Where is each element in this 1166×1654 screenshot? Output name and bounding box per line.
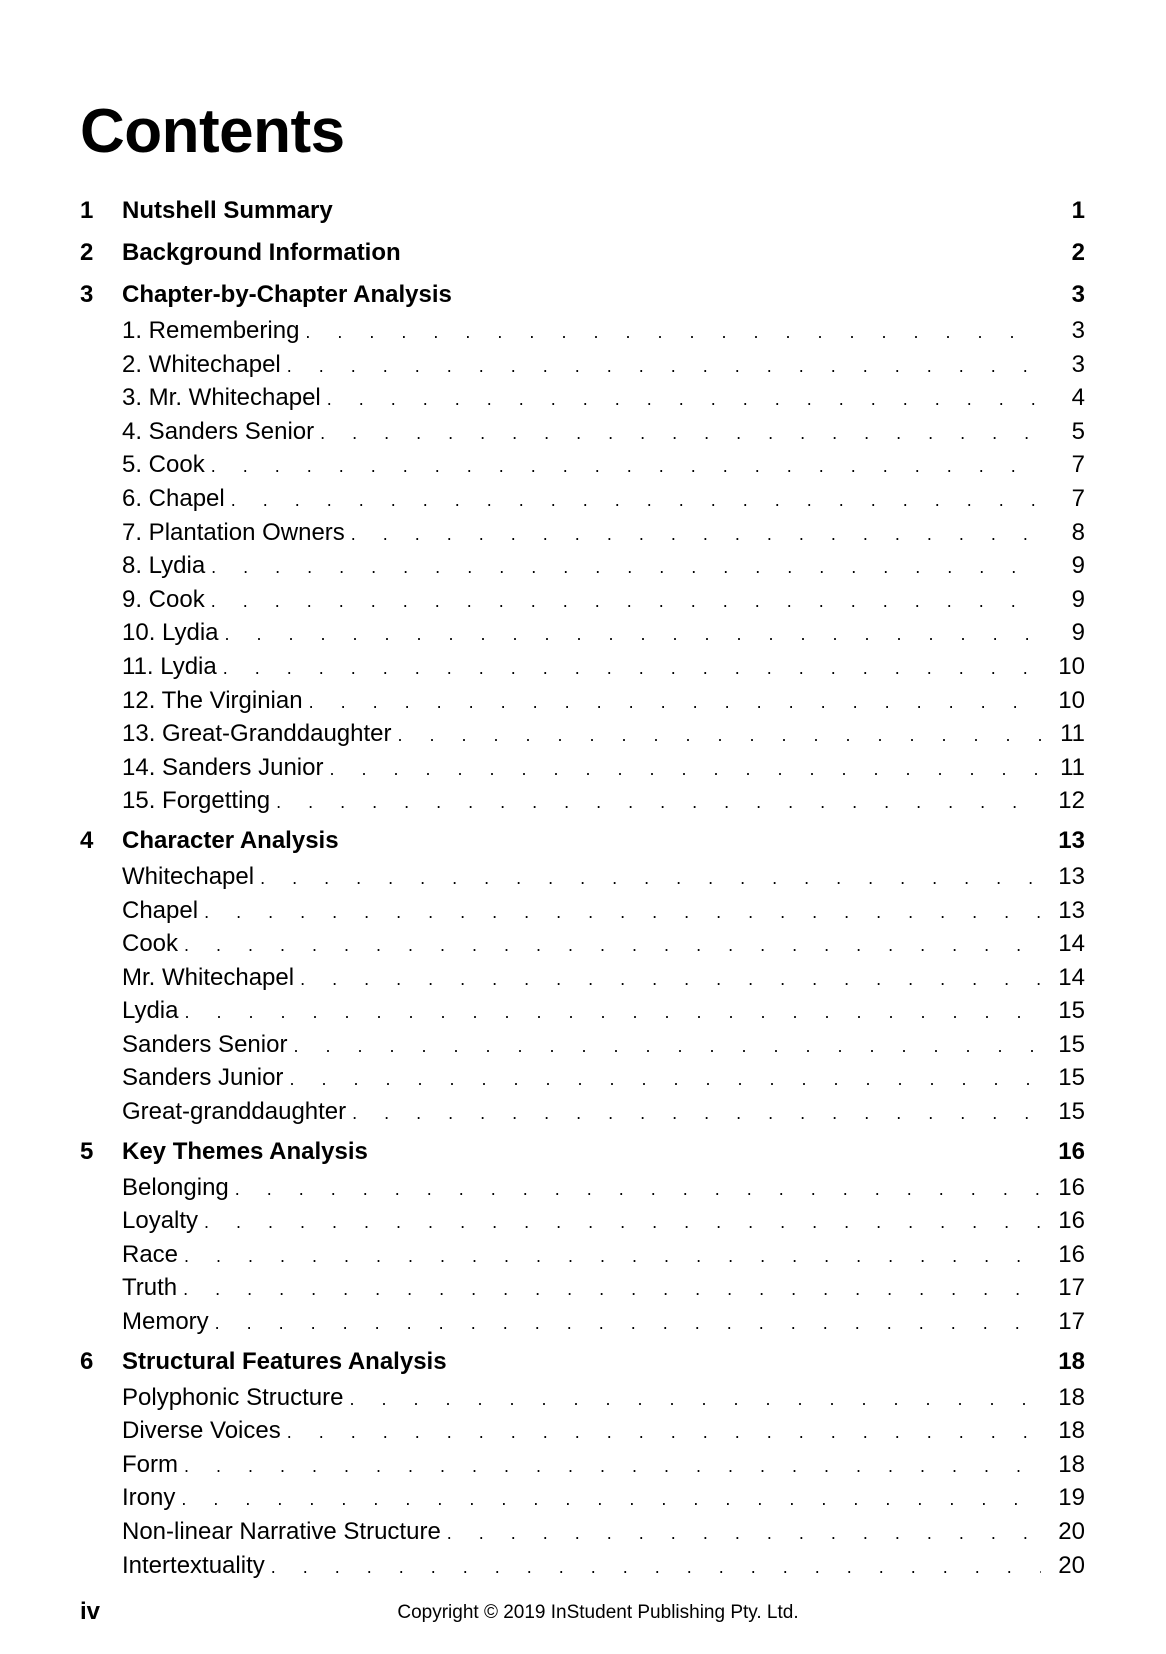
toc-entry-label: 9. Cook <box>122 585 205 613</box>
toc-entry-page-number: 11 <box>1060 753 1085 781</box>
section-number: 6 <box>80 1347 94 1375</box>
section-title: Structural Features Analysis <box>122 1347 447 1375</box>
dot-leader <box>289 1063 1041 1097</box>
toc-entry-label: 6. Chapel <box>122 484 225 512</box>
toc-entry[interactable] <box>122 381 1085 415</box>
toc-entry[interactable] <box>122 583 1085 617</box>
page-title: Contents <box>80 97 345 166</box>
toc-entry-page-number: 19 <box>1058 1484 1085 1512</box>
toc-entry-page-number: 18 <box>1058 1450 1085 1478</box>
toc-entry[interactable] <box>122 1448 1085 1482</box>
toc-section <box>80 234 1085 272</box>
dot-leader <box>211 585 1041 619</box>
dot-leader <box>305 316 1041 350</box>
toc-entry[interactable] <box>122 549 1085 583</box>
dot-leader <box>223 652 1041 686</box>
dot-leader <box>184 929 1041 963</box>
toc-entry-list <box>80 860 1085 1129</box>
toc-entry-page-number: 12 <box>1058 787 1085 815</box>
dot-leader <box>184 1450 1041 1484</box>
toc-entry-label: 2. Whitechapel <box>122 350 281 378</box>
toc-entry-page-number: 17 <box>1058 1274 1085 1302</box>
footer-copyright: Copyright © 2019 InStudent Publishing Pty. Ltd. <box>397 1602 799 1623</box>
toc-entry-label: Sanders Senior <box>122 1030 288 1058</box>
section-number: 1 <box>80 197 94 224</box>
section-title: Background Information <box>122 239 401 266</box>
toc-entry-label: Non-linear Narrative Structure <box>122 1518 441 1545</box>
toc-entry[interactable] <box>122 1171 1085 1205</box>
dot-leader <box>447 1517 1041 1551</box>
toc-entry-label: 5. Cook <box>122 451 205 479</box>
toc-entry-page-number: 15 <box>1058 1098 1085 1126</box>
toc-entry-label: Lydia <box>122 997 179 1025</box>
toc-entry-page-number: 15 <box>1058 997 1085 1025</box>
toc-entry[interactable] <box>122 1061 1085 1095</box>
toc-entry-label: 15. Forgetting <box>122 787 271 815</box>
toc-entry[interactable] <box>122 894 1085 928</box>
toc-entry-label: 13. Great-Granddaughter <box>122 720 392 748</box>
section-page-number: 18 <box>1058 1347 1085 1375</box>
dot-leader <box>352 1097 1041 1131</box>
dot-leader <box>204 1206 1041 1240</box>
dot-leader <box>183 1273 1041 1307</box>
toc-section-heading[interactable] <box>80 192 1085 230</box>
toc-entry[interactable] <box>122 994 1085 1028</box>
dot-leader <box>184 1240 1041 1274</box>
toc-entry-label: Cook <box>122 930 179 958</box>
toc-entry-label: Whitechapel <box>122 862 255 890</box>
toc-entry-label: Great-granddaughter <box>122 1098 347 1126</box>
toc-entry-page-number: 13 <box>1058 862 1085 890</box>
toc-entry-label: 1. Remembering <box>122 317 300 344</box>
toc-entry-label: 14. Sanders Junior <box>122 753 324 781</box>
toc-entry-label: Sanders Junior <box>122 1064 284 1092</box>
toc-entry[interactable] <box>122 717 1085 751</box>
toc-entry-page-number: 10 <box>1058 686 1085 714</box>
section-page-number: 16 <box>1058 1137 1085 1165</box>
section-page-number: 1 <box>1071 197 1085 224</box>
toc-entry-label: Polyphonic Structure <box>122 1383 344 1411</box>
toc-entry-label: Mr. Whitechapel <box>122 963 295 991</box>
toc-entry-page-number: 16 <box>1058 1207 1085 1235</box>
dot-leader <box>211 450 1041 484</box>
dot-leader <box>309 686 1041 720</box>
toc-entry[interactable] <box>122 1204 1085 1238</box>
toc-entry-label: Irony <box>122 1484 176 1512</box>
toc-entry-list <box>80 1171 1085 1339</box>
toc-entry[interactable] <box>122 1381 1085 1415</box>
toc-entry-page-number: 15 <box>1058 1030 1085 1058</box>
toc-entry[interactable] <box>122 448 1085 482</box>
toc-section <box>80 192 1085 230</box>
toc-entry-list <box>80 314 1085 818</box>
toc-entry-page-number: 20 <box>1058 1518 1085 1545</box>
toc-entry-page-number: 3 <box>1071 350 1085 378</box>
toc-entry-page-number: 8 <box>1071 518 1085 546</box>
dot-leader <box>351 518 1041 552</box>
toc-entry-page-number: 18 <box>1058 1383 1085 1411</box>
dot-leader <box>398 719 1042 753</box>
toc-section <box>80 276 1085 818</box>
toc-entry[interactable] <box>122 784 1085 818</box>
toc-section <box>80 1133 1085 1339</box>
toc-section-heading[interactable] <box>80 822 1085 860</box>
toc-entry-page-number: 7 <box>1071 451 1085 479</box>
dot-leader <box>225 618 1041 652</box>
toc-entry[interactable] <box>122 348 1085 382</box>
toc-entry[interactable] <box>122 1238 1085 1272</box>
toc-entry-page-number: 7 <box>1071 484 1085 512</box>
toc-entry-page-number: 9 <box>1071 552 1085 580</box>
toc-entry-label: 12. The Virginian <box>122 686 303 714</box>
toc-entry-page-number: 5 <box>1071 417 1085 445</box>
toc-entry-page-number: 16 <box>1058 1240 1085 1268</box>
toc-entry-page-number: 16 <box>1058 1173 1085 1201</box>
section-number: 3 <box>80 281 94 308</box>
toc-entry[interactable] <box>122 1271 1085 1305</box>
dot-leader <box>287 350 1041 384</box>
toc-section-heading[interactable] <box>80 1133 1085 1171</box>
toc-entry-page-number: 9 <box>1071 619 1085 647</box>
toc-entry-list <box>80 1381 1085 1583</box>
toc-section <box>80 1343 1085 1583</box>
toc-entry-page-number: 17 <box>1058 1308 1085 1336</box>
dot-leader <box>204 896 1041 930</box>
dot-leader <box>260 862 1041 896</box>
toc-entry-label: 8. Lydia <box>122 552 206 580</box>
toc-entry-page-number: 18 <box>1058 1417 1085 1445</box>
toc-entry-label: 4. Sanders Senior <box>122 417 315 445</box>
toc-entry[interactable] <box>122 860 1085 894</box>
toc-entry[interactable] <box>122 616 1085 650</box>
dot-leader <box>300 963 1041 997</box>
dot-leader <box>329 753 1041 787</box>
dot-leader <box>271 1551 1041 1585</box>
dot-leader <box>231 484 1041 518</box>
toc-entry-page-number: 15 <box>1058 1064 1085 1092</box>
toc-section <box>80 822 1085 1129</box>
section-title: Character Analysis <box>122 826 339 854</box>
dot-leader <box>320 417 1041 451</box>
toc-entry-page-number: 3 <box>1071 317 1085 344</box>
section-number: 5 <box>80 1137 94 1165</box>
footer-page-number: iv <box>80 1598 101 1625</box>
toc-entry[interactable] <box>122 516 1085 550</box>
section-number: 4 <box>80 826 94 854</box>
toc-entry[interactable] <box>122 314 1085 348</box>
toc-entry-label: Truth <box>122 1274 178 1302</box>
toc-entry[interactable] <box>122 1515 1085 1549</box>
section-number: 2 <box>80 239 94 266</box>
toc-entry-label: 11. Lydia <box>122 652 217 680</box>
section-page-number: 2 <box>1071 239 1085 266</box>
toc-entry-label: Intertextuality <box>122 1551 265 1579</box>
dot-leader <box>235 1173 1041 1207</box>
toc-entry[interactable] <box>122 482 1085 516</box>
toc-entry-page-number: 9 <box>1071 585 1085 613</box>
dot-leader <box>215 1307 1041 1341</box>
toc-entry-label: Race <box>122 1240 179 1268</box>
toc-entry[interactable] <box>122 927 1085 961</box>
section-page-number: 13 <box>1058 826 1085 854</box>
toc-entry-page-number: 4 <box>1071 384 1085 412</box>
toc-entry-label: Belonging <box>122 1173 229 1201</box>
toc-entry[interactable] <box>122 1028 1085 1062</box>
dot-leader <box>276 786 1041 820</box>
toc-entry[interactable] <box>122 1549 1085 1583</box>
section-title: Key Themes Analysis <box>122 1137 368 1165</box>
dot-leader <box>327 383 1041 417</box>
toc-entry[interactable] <box>122 415 1085 449</box>
section-title: Chapter-by-Chapter Analysis <box>122 281 452 308</box>
toc-entry-label: Form <box>122 1450 178 1478</box>
toc-entry-page-number: 20 <box>1058 1551 1085 1579</box>
toc-entry[interactable] <box>122 961 1085 995</box>
dot-leader <box>181 1483 1041 1517</box>
toc-section-heading[interactable] <box>80 276 1085 314</box>
toc-entry[interactable] <box>122 1305 1085 1339</box>
dot-leader <box>349 1383 1041 1417</box>
toc-entry-page-number: 11 <box>1060 720 1085 748</box>
toc-entry[interactable] <box>122 1095 1085 1129</box>
section-page-number: 3 <box>1071 281 1085 308</box>
toc-entry-label: Diverse Voices <box>122 1417 281 1445</box>
toc-entry-label: Chapel <box>122 896 199 924</box>
toc-section-heading[interactable] <box>80 234 1085 272</box>
toc-entry-label: 3. Mr. Whitechapel <box>122 384 321 412</box>
toc-entry-label: Loyalty <box>122 1207 199 1235</box>
toc-entry-page-number: 13 <box>1058 896 1085 924</box>
toc-entry-label: Memory <box>122 1308 209 1336</box>
toc-section-heading[interactable] <box>80 1343 1085 1381</box>
dot-leader <box>211 551 1041 585</box>
toc-entry[interactable] <box>122 751 1085 785</box>
toc-entry-page-number: 14 <box>1058 963 1085 991</box>
section-title: Nutshell Summary <box>122 197 333 224</box>
toc-entry-page-number: 10 <box>1058 652 1085 680</box>
toc-entry-label: 10. Lydia <box>122 619 219 647</box>
toc-entry[interactable] <box>122 684 1085 718</box>
toc-entry[interactable] <box>122 1414 1085 1448</box>
dot-leader <box>287 1416 1041 1450</box>
toc-entry-page-number: 14 <box>1058 930 1085 958</box>
dot-leader <box>293 1030 1041 1064</box>
table-of-contents <box>80 192 1085 1582</box>
toc-entry[interactable] <box>122 1481 1085 1515</box>
toc-entry-label: 7. Plantation Owners <box>122 518 345 546</box>
dot-leader <box>184 996 1041 1030</box>
toc-entry[interactable] <box>122 650 1085 684</box>
